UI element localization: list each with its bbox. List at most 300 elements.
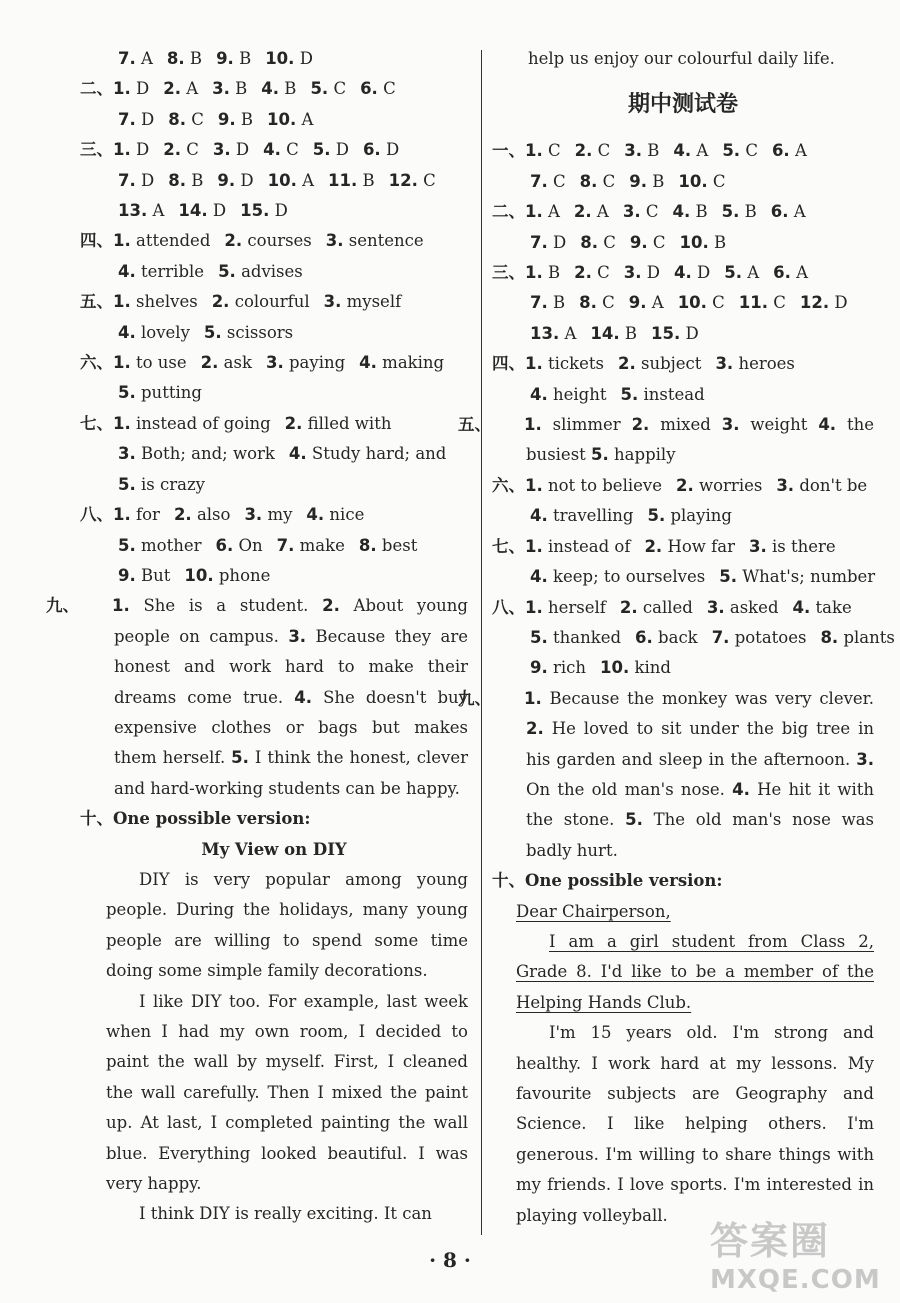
answer-text: C <box>286 140 299 160</box>
question-number: 2. <box>644 536 663 556</box>
answer-text: B <box>695 202 708 222</box>
question-number: 2. <box>200 353 219 373</box>
answer-text: B <box>624 323 638 343</box>
answer-text: D <box>141 109 155 129</box>
essay-paragraph: I think DIY is really exciting. It can <box>139 1204 432 1224</box>
question-number: 2. <box>618 354 636 374</box>
answer-text: B <box>652 171 665 191</box>
answer-line <box>80 561 468 591</box>
answer-line <box>80 257 468 287</box>
answer-text: C <box>548 141 561 161</box>
answer-line <box>80 378 468 408</box>
answer-text: paying <box>288 353 346 373</box>
answer-text: D <box>335 140 349 160</box>
section-marker: 十、 <box>80 809 113 829</box>
answer-text: D <box>240 170 254 190</box>
question-number: 4. <box>818 415 837 435</box>
answer-text: C <box>333 79 347 99</box>
question-number: 4. <box>288 444 307 464</box>
answer-text: myself <box>346 292 402 312</box>
question-number: 3. <box>323 292 342 312</box>
answer-text: B <box>362 170 375 190</box>
answer-text: lovely <box>141 322 190 342</box>
question-number: 4. <box>673 141 692 161</box>
question-number: 2. <box>526 719 544 739</box>
question-number: 2. <box>211 292 230 312</box>
answer-text: colourful <box>234 292 310 312</box>
answer-text: What's; number <box>742 567 876 587</box>
answer-text: scissors <box>226 322 294 342</box>
question-number: 8. <box>358 535 377 555</box>
question-number: 10. <box>677 293 707 313</box>
page-number: · 8 · <box>429 1248 471 1272</box>
answer-text: phone <box>218 565 271 585</box>
question-number: 6. <box>773 263 791 283</box>
question-number: 2. <box>574 263 592 283</box>
left-answer-lines <box>80 44 468 591</box>
section-marker: 八、 <box>492 597 525 617</box>
question-number: 10. <box>600 658 630 678</box>
section-marker: 四、 <box>492 354 525 374</box>
question-number: 6. <box>635 627 653 647</box>
question-number: 1. <box>524 688 542 708</box>
answer-paragraph <box>458 410 875 471</box>
question-number: 9. <box>629 232 648 252</box>
question-number: 8. <box>168 170 186 190</box>
answer-text: Because they are honest and work hard to make their dreams come true. <box>114 626 468 707</box>
question-number: 6. <box>771 141 790 161</box>
answer-text: courses <box>247 231 312 251</box>
right-section-ten <box>492 866 874 1231</box>
question-number: 1. <box>525 202 543 222</box>
question-number: 3. <box>748 536 767 556</box>
answer-text: nice <box>329 505 365 525</box>
question-number: 4. <box>672 202 691 222</box>
question-number: 3. <box>623 263 642 283</box>
answer-text: B <box>548 263 561 283</box>
answer-text: heroes <box>738 354 795 374</box>
answer-text: C <box>383 79 396 99</box>
question-number: 9. <box>530 658 548 678</box>
answer-line <box>492 562 874 592</box>
question-number: 4. <box>530 384 548 404</box>
essay-title: My View on DIY <box>201 839 347 859</box>
answer-text: A <box>596 202 609 222</box>
answer-line <box>80 105 468 135</box>
answer-line <box>80 287 468 317</box>
question-number: 1. <box>113 140 131 160</box>
answer-text: A <box>696 141 709 161</box>
letter-body: I'm 15 years old. I'm strong and healthy. I work hard at my lessons. My favourite subjects are Geography and Science. I like helping others. I'm generous. I'm willing to share things with my friends. I love sports. I'm interested in playing volleyball. <box>516 1023 874 1225</box>
letter-intro: I am a girl student from Class 2, Grade 8. I'd like to be a member of the Helping Hands Club. <box>516 931 874 1012</box>
answer-text: filled with <box>307 413 392 433</box>
answer-line <box>80 439 468 469</box>
section-marker: 七、 <box>80 413 113 433</box>
answer-line <box>80 74 468 104</box>
answer-text: also <box>196 505 231 525</box>
answer-text: take <box>815 597 852 617</box>
answer-text: She is a student. <box>143 596 309 616</box>
answer-line <box>492 228 874 258</box>
answer-text: B <box>284 79 297 99</box>
section-marker: 三、 <box>80 140 113 160</box>
answer-text: C <box>773 293 786 313</box>
question-number: 13. <box>118 201 148 221</box>
answer-line <box>492 288 874 318</box>
answer-text: About young people on campus. <box>114 596 468 646</box>
question-number: 6. <box>770 202 789 222</box>
answer-line <box>492 167 874 197</box>
question-number: 1. <box>113 353 131 373</box>
answer-text: for <box>136 505 160 525</box>
answer-text: tickets <box>548 354 605 374</box>
answer-text: D <box>212 201 227 221</box>
section-marker: 二、 <box>492 202 525 222</box>
question-number: 10. <box>267 170 297 190</box>
question-number: 2. <box>619 597 638 617</box>
question-number: 3. <box>244 505 263 525</box>
question-number: 5. <box>625 810 643 830</box>
answer-line <box>492 653 874 683</box>
question-number: 10. <box>265 49 295 68</box>
section-marker: 六、 <box>80 353 113 373</box>
left-section-nine <box>46 591 469 804</box>
question-number: 4. <box>118 261 136 281</box>
answer-text: A <box>141 49 153 68</box>
question-number: 2. <box>631 415 650 435</box>
answer-text: sentence <box>348 231 424 251</box>
answer-text: C <box>745 141 758 161</box>
question-number: 9. <box>217 109 236 129</box>
question-number: 4. <box>530 567 548 587</box>
question-number: 1. <box>113 505 131 525</box>
essay-paragraph: DIY is very popular among young people. During the holidays, many young people are willing to spend some time doing some simple family decorations. <box>106 869 468 981</box>
section-marker: 一、 <box>492 141 525 161</box>
answer-text: B <box>239 49 252 68</box>
question-number: 1. <box>113 79 131 99</box>
answer-text: ask <box>223 353 252 373</box>
question-number: 2. <box>163 79 181 99</box>
question-number: 8. <box>820 627 839 647</box>
answer-text: D <box>141 170 155 190</box>
answer-text: D <box>136 79 150 99</box>
question-number: 8. <box>579 293 597 313</box>
answer-text: C <box>423 170 436 190</box>
question-number: 15. <box>651 323 681 343</box>
question-number: 14. <box>590 323 620 343</box>
answer-paragraph <box>458 684 875 866</box>
question-number: 5. <box>203 322 222 342</box>
answer-text: He loved to sit under the big tree in his garden and sleep in the afternoon. <box>526 719 874 769</box>
answer-text: travelling <box>553 506 634 526</box>
answer-text: happily <box>614 445 676 465</box>
question-number: 7. <box>118 49 136 68</box>
answer-line <box>80 348 468 378</box>
answer-text: subject <box>641 354 702 374</box>
question-number: 3. <box>118 444 136 464</box>
question-number: 4. <box>294 687 312 707</box>
answer-text: I think the honest, clever and hard-working students can be happy. <box>114 748 468 798</box>
question-number: 7. <box>711 627 730 647</box>
answer-text: mother <box>141 535 202 555</box>
answer-text: best <box>381 535 418 555</box>
question-number: 4. <box>732 779 750 799</box>
question-number: 3. <box>325 231 344 251</box>
answer-text: C <box>553 171 566 191</box>
question-number: 8. <box>580 232 598 252</box>
essay-continuation: help us enjoy our colourful daily life. <box>528 49 835 68</box>
answer-text: D <box>136 140 150 160</box>
question-number: 10. <box>679 232 709 252</box>
question-number: 5. <box>530 627 548 647</box>
question-number: 3. <box>706 597 725 617</box>
answer-line <box>492 501 874 531</box>
answer-text: putting <box>141 383 202 403</box>
answer-text: C <box>186 140 199 160</box>
column-divider <box>481 50 482 1235</box>
answer-text: C <box>597 263 610 283</box>
answer-text: A <box>794 141 807 161</box>
answer-line <box>492 136 874 166</box>
answer-text: mixed <box>660 415 711 435</box>
answer-text: She doesn't buy expensive clothes or bags but makes them herself. <box>114 687 469 768</box>
version-label: One possible version: <box>113 809 311 829</box>
question-number: 7. <box>530 171 548 191</box>
question-number: 5. <box>218 261 236 281</box>
answer-text: A <box>548 202 560 222</box>
watermark-logo <box>710 1210 890 1298</box>
answer-text: worries <box>698 475 763 495</box>
answer-text: is crazy <box>141 474 205 494</box>
answer-text: A <box>301 109 314 129</box>
answer-text: plants <box>843 627 895 647</box>
answer-line <box>80 531 468 561</box>
answer-text: D <box>646 263 660 283</box>
question-number: 1. <box>524 415 542 435</box>
answer-text: D <box>685 323 699 343</box>
question-number: 5. <box>719 567 737 587</box>
question-number: 8. <box>166 49 185 68</box>
question-number: 11. <box>328 170 358 190</box>
question-number: 2. <box>574 141 593 161</box>
answer-text: herself <box>548 597 606 617</box>
answer-text: C <box>712 171 726 191</box>
question-number: 10. <box>267 109 297 129</box>
question-number: 4. <box>674 263 692 283</box>
question-number: 3. <box>856 749 874 769</box>
answer-text: B <box>191 170 204 190</box>
right-section-nine <box>458 684 875 866</box>
question-number: 3. <box>212 79 230 99</box>
section-marker: 五、 <box>80 292 113 312</box>
answer-line <box>80 166 468 196</box>
section-marker: 九、 <box>458 688 491 708</box>
answer-text: C <box>712 293 725 313</box>
answer-text: B <box>744 202 757 222</box>
answer-text: don't be <box>799 475 868 495</box>
question-number: 1. <box>113 413 131 433</box>
answer-text: instead of <box>548 536 631 556</box>
question-number: 9. <box>629 171 647 191</box>
answer-text: Because the monkey was very clever. <box>549 688 875 708</box>
question-number: 5. <box>310 79 329 99</box>
answer-line <box>492 197 874 227</box>
version-label: One possible version: <box>525 871 723 891</box>
question-number: 8. <box>579 171 598 191</box>
answer-text: B <box>713 232 727 252</box>
answer-line <box>492 380 874 410</box>
question-number: 3. <box>624 141 642 161</box>
question-number: 3. <box>212 140 231 160</box>
right-answer-lines-b <box>492 471 895 684</box>
answer-text: A <box>152 201 165 221</box>
answer-text: A <box>793 202 806 222</box>
answer-text: B <box>553 293 566 313</box>
section-marker: 二、 <box>80 79 113 99</box>
question-number: 7. <box>276 535 295 555</box>
question-number: 1. <box>113 231 131 251</box>
question-number: 3. <box>715 354 734 374</box>
question-number: 7. <box>118 170 136 190</box>
question-number: 1. <box>525 597 543 617</box>
answer-text: On <box>238 535 263 555</box>
answer-text: make <box>299 535 345 555</box>
question-number: 9. <box>216 49 234 68</box>
question-number: 12. <box>388 170 418 190</box>
answer-text: B <box>240 109 253 129</box>
answer-text: asked <box>729 597 779 617</box>
question-number: 4. <box>359 353 377 373</box>
answer-text: B <box>235 79 248 99</box>
answer-line <box>492 471 874 501</box>
answer-text: A <box>747 263 760 283</box>
answer-line <box>80 44 468 74</box>
question-number: 7. <box>530 293 548 313</box>
answer-text: kind <box>634 658 671 678</box>
answer-line <box>80 226 468 256</box>
answer-text: But <box>141 565 171 585</box>
question-number: 5. <box>647 506 666 526</box>
question-number: 2. <box>284 413 303 433</box>
answer-text: How far <box>667 536 735 556</box>
question-number: 9. <box>628 293 647 313</box>
answer-text: back <box>658 627 698 647</box>
question-number: 5. <box>591 445 609 465</box>
question-number: 2. <box>173 505 192 525</box>
answer-text: playing <box>670 506 732 526</box>
question-number: 15. <box>240 201 270 221</box>
section-marker: 九、 <box>46 596 79 616</box>
question-number: 5. <box>231 748 249 768</box>
answer-text: not to believe <box>548 475 662 495</box>
question-number: 2. <box>163 140 181 160</box>
right-column <box>458 44 895 1231</box>
question-number: 5. <box>620 384 639 404</box>
question-number: 8. <box>168 109 186 129</box>
question-number: 4. <box>792 597 811 617</box>
answer-line <box>492 532 874 562</box>
answer-text: height <box>553 384 607 404</box>
letter-salutation: Dear Chairperson, <box>516 901 671 921</box>
answer-text: slimmer <box>552 415 621 435</box>
answer-text: C <box>603 232 616 252</box>
question-number: 1. <box>525 536 543 556</box>
watermark-line2: MXQE.COM <box>710 1265 881 1295</box>
right-section-five <box>458 410 875 471</box>
answer-text: C <box>652 232 666 252</box>
question-number: 6. <box>360 79 378 99</box>
question-number: 10. <box>184 565 214 585</box>
question-number: 12. <box>799 293 830 313</box>
question-number: 1. <box>112 596 130 616</box>
question-number: 5. <box>724 263 742 283</box>
question-number: 6. <box>362 140 381 160</box>
answer-line <box>80 318 468 348</box>
answer-text: weight <box>750 415 808 435</box>
question-number: 5. <box>118 383 136 403</box>
answer-text: called <box>642 597 693 617</box>
answer-line <box>492 593 874 623</box>
answer-line <box>492 258 874 288</box>
answer-text: D <box>697 263 711 283</box>
answer-text: to use <box>136 353 187 373</box>
question-number: 1. <box>525 141 543 161</box>
question-number: 4. <box>306 505 325 525</box>
question-number: 7. <box>530 232 548 252</box>
question-number: 2. <box>675 475 694 495</box>
answer-line <box>80 409 468 439</box>
answer-paragraph <box>46 591 469 804</box>
question-number: 3. <box>288 626 307 646</box>
answer-line <box>492 623 895 653</box>
answer-text: D <box>553 232 567 252</box>
answer-text: On the old man's nose. <box>526 779 725 799</box>
answer-text: A <box>796 263 809 283</box>
answer-text: D <box>299 49 313 68</box>
answer-text: B <box>189 49 203 68</box>
answer-text: instead <box>643 384 705 404</box>
answer-text: is there <box>771 536 836 556</box>
question-number: 3. <box>721 415 740 435</box>
answer-text: keep; to ourselves <box>553 567 706 587</box>
question-number: 11. <box>738 293 769 313</box>
answer-line <box>80 196 468 226</box>
section-marker: 五、 <box>458 415 491 435</box>
answer-text: The old man's nose was badly hurt. <box>526 810 875 860</box>
exam-title: 期中测试卷 <box>627 92 738 118</box>
answer-text: A <box>651 293 664 313</box>
answer-text: A <box>564 323 577 343</box>
answer-text: C <box>602 171 616 191</box>
answer-line <box>492 349 874 379</box>
answer-text: B <box>647 141 660 161</box>
answer-text: attended <box>136 231 211 251</box>
answer-text: terrible <box>141 261 205 281</box>
question-number: 2. <box>573 202 592 222</box>
section-marker: 三、 <box>492 263 525 283</box>
question-number: 5. <box>118 474 136 494</box>
answer-text: making <box>382 353 445 373</box>
question-number: 1. <box>525 475 543 495</box>
question-number: 7. <box>118 109 136 129</box>
question-number: 3. <box>776 475 795 495</box>
answer-text: C <box>597 141 611 161</box>
answer-text: rich <box>553 658 587 678</box>
question-number: 10. <box>678 171 708 191</box>
answer-text: advises <box>241 261 303 281</box>
question-number: 9. <box>118 565 136 585</box>
question-number: 1. <box>525 263 543 283</box>
